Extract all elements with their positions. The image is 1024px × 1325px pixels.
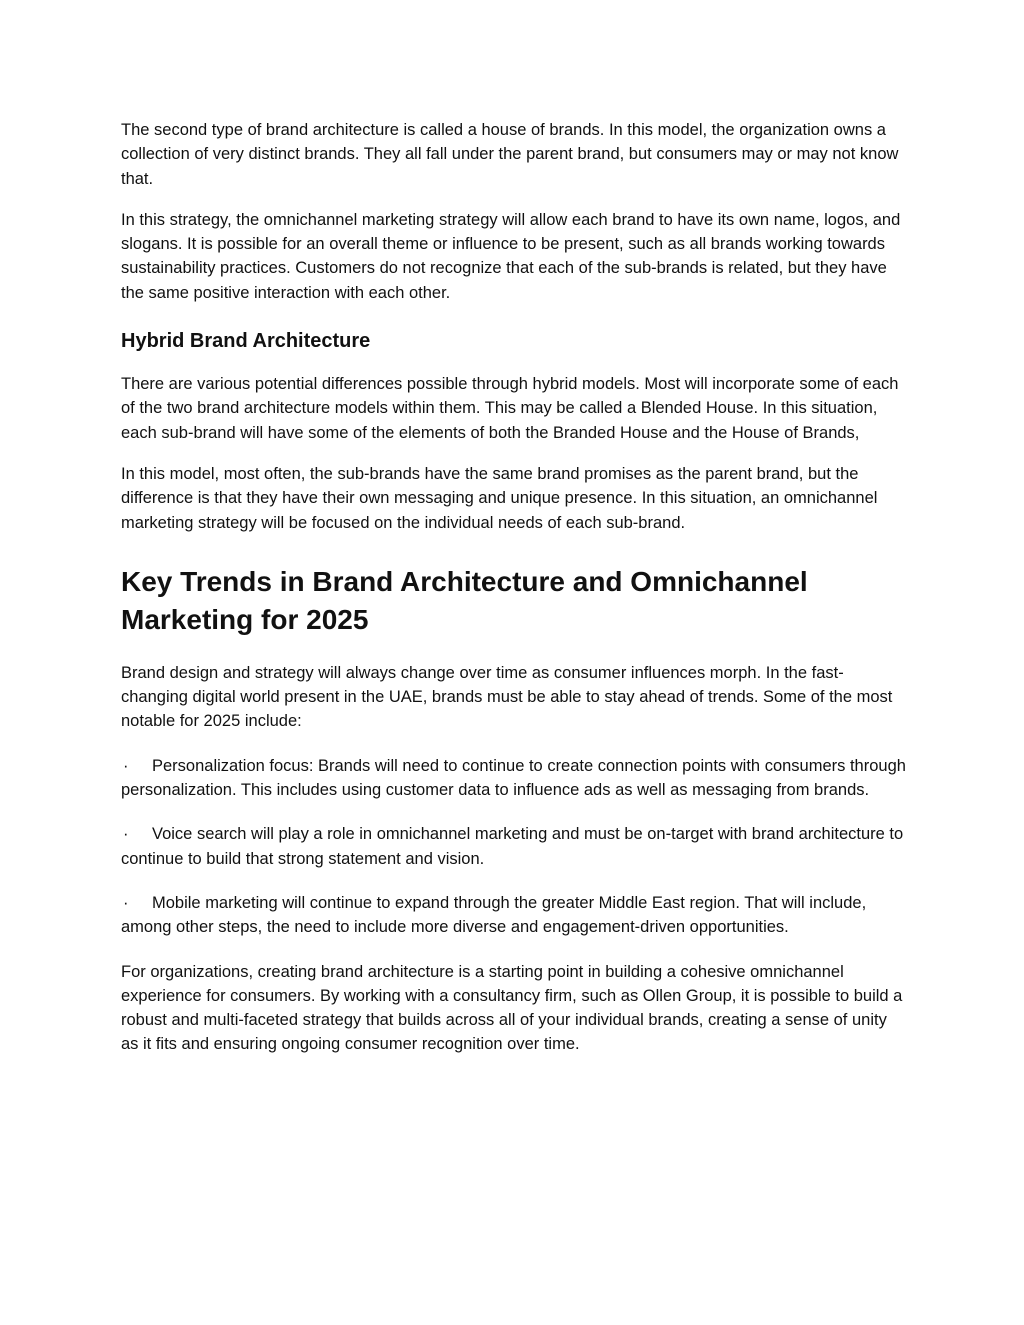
hybrid-paragraph-1: There are various potential differences possible through hybrid models. Most will incorporate some of each of the two brand architecture models within them. This may be called a Blended House. In this situation, each sub-brand will have some of the elements of both the Branded House and the House of Brands, <box>121 375 899 442</box>
hybrid-section-heading: Hybrid Brand Architecture <box>121 330 371 353</box>
list-item <box>121 891 906 940</box>
omnichannel-strategy-paragraph: In this strategy, the omnichannel marketing strategy will allow each brand to have its own name, logos, and slogans. It is possible for an overall theme or influence to be present, such as all brands working towards sustainability practices. Customers do not recognize that each of the sub-brands is related, but they have the same positive interaction with each other. <box>121 210 901 302</box>
list-item-text: Mobile marketing will continue to expand through the greater Middle East region. That will include, among other steps, the need to include more diverse and engagement-driven opportunities. <box>121 893 867 937</box>
bullet-icon: · <box>123 893 129 912</box>
document-page <box>121 118 906 1057</box>
trends-section-heading: Key Trends in Brand Architecture and Omnichannel Marketing for 2025 <box>121 565 808 635</box>
list-item <box>121 822 906 871</box>
house-of-brands-paragraph: The second type of brand architecture is called a house of brands. In this model, the organization owns a collection of very distinct brands. They all fall under the parent brand, but consumers may or may not know that. <box>121 121 899 188</box>
trends-bullet-list <box>121 754 906 940</box>
list-item-text: Personalization focus: Brands will need to continue to create connection points with consumers through personalization. This includes using customer data to influence ads as well as messaging from brands. <box>121 756 906 800</box>
bullet-icon: · <box>123 825 129 844</box>
hybrid-paragraph-2: In this model, most often, the sub-brands have the same brand promises as the parent brand, but the difference is that they have their own messaging and unique presence. In this situation, an omnichannel marketing strategy will be focused on the individual needs of each sub-brand. <box>121 464 878 532</box>
list-item-text: Voice search will play a role in omnichannel marketing and must be on-target with brand architecture to continue to build that strong statement and vision. <box>121 825 904 868</box>
list-item <box>121 754 906 803</box>
bullet-icon: · <box>123 756 129 775</box>
conclusion-paragraph: For organizations, creating brand architecture is a starting point in building a cohesive omnichannel experience for consumers. By working with a consultancy firm, such as Ollen Group, it is possible to build a robust and multi-faceted strategy that builds across all of your individual brands, creating a sense of unity as it fits and ensuring ongoing consumer recognition over time. <box>121 962 903 1054</box>
trends-intro-paragraph: Brand design and strategy will always change over time as consumer influences morph. In the fast-changing digital world present in the UAE, brands must be able to stay ahead of trends. Some of the most notable for 2025 include: <box>121 663 893 731</box>
